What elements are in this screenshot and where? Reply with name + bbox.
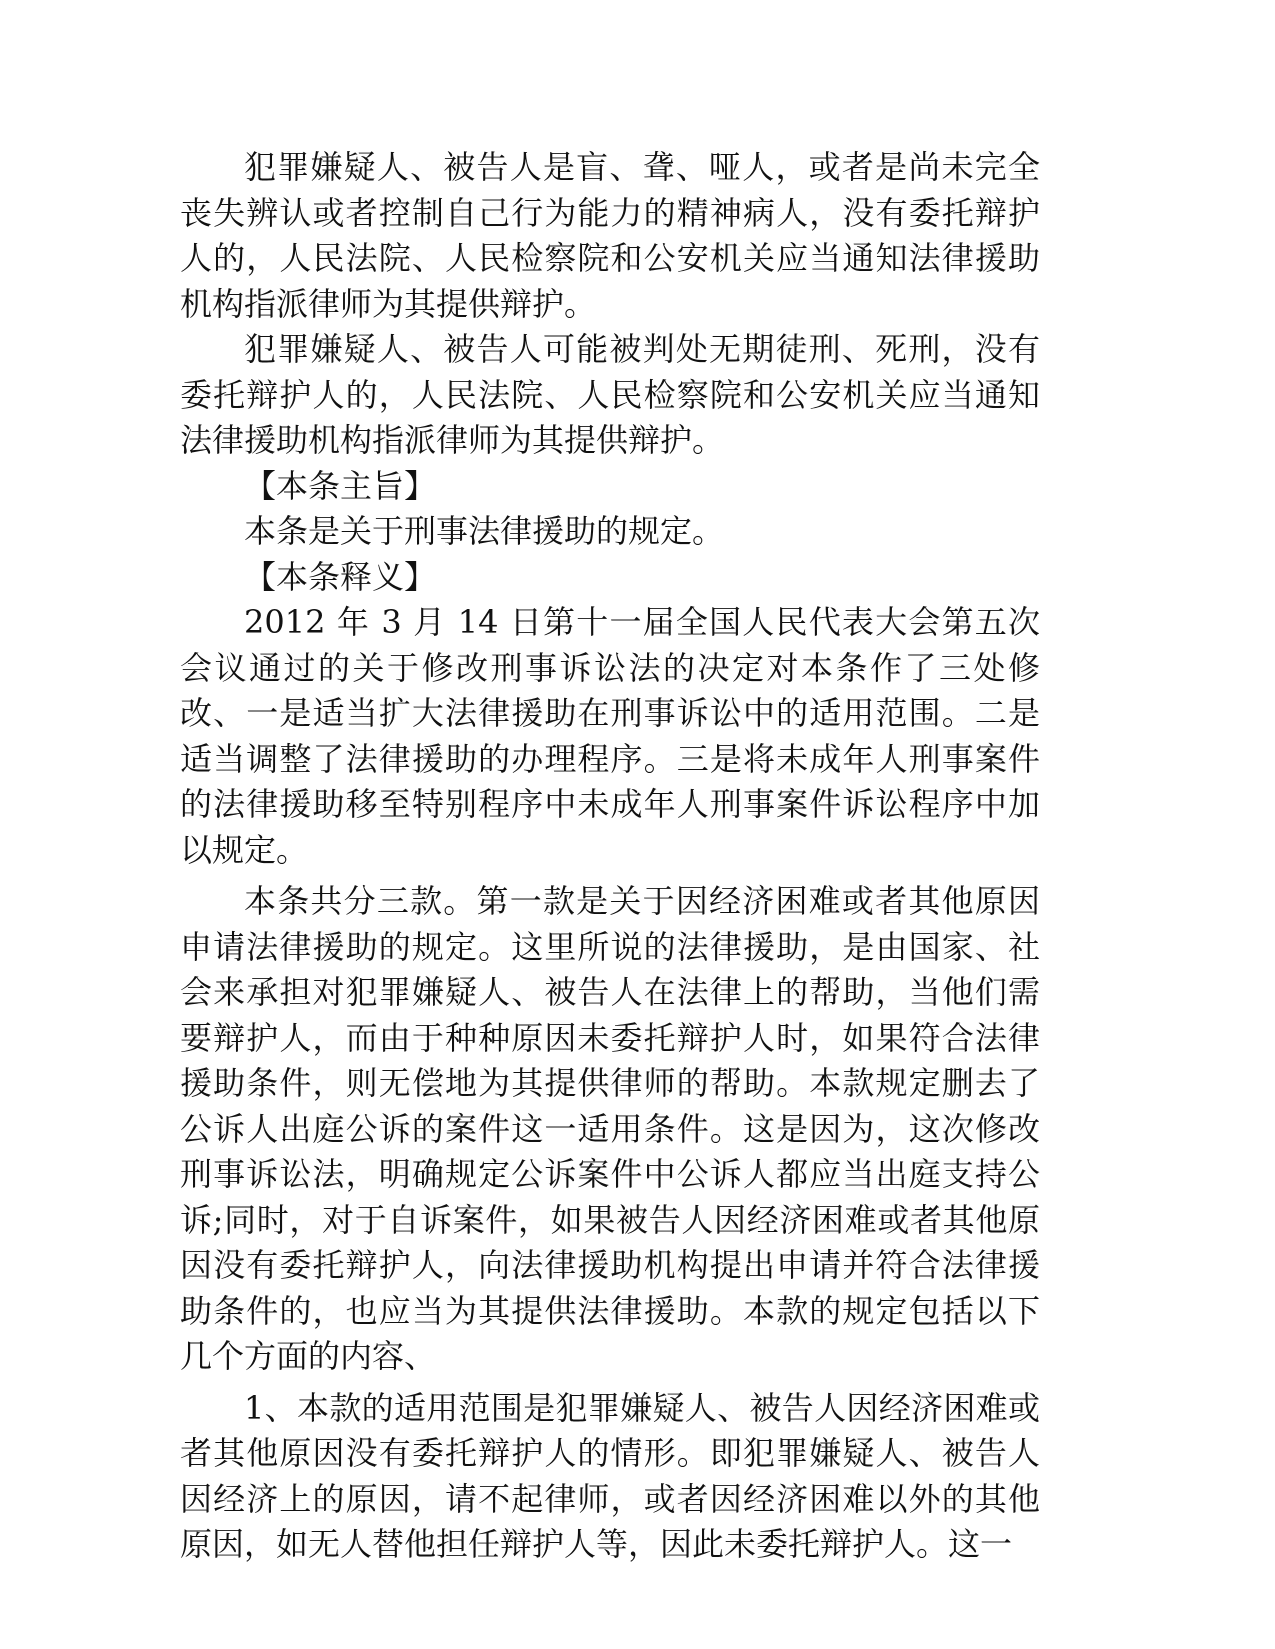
paragraph-three-clauses: 本条共分三款。第一款是关于因经济困难或者其他原因申请法律援助的规定。这里所说的法律援助，是由国家、社会来承担对犯罪嫌疑人、被告人在法律上的帮助，当他们需要辩护人，而由于种种原因未委托辩护人时，如果符合法律援助条件，则无偿地为其提供律师的帮助。本款规定删去了公诉人出庭公诉的案件这一适用条件。这是因为，这次修改刑事诉讼法，明确规定公诉案件中公诉人都应当出庭支持公诉;同时，对于自诉案件，如果被告人因经济困难或者其他原因没有委托辩护人，向法律援助机构提出申请并符合法律援助条件的，也应当为其提供法律援助。本款的规定包括以下几个方面的内容、 bbox=[180, 882, 1040, 1375]
heading-article-purpose: 【本条主旨】 bbox=[244, 466, 437, 505]
paragraph-article-purpose: 本条是关于刑事法律援助的规定。 bbox=[244, 512, 725, 550]
paragraph-blind-deaf-mute: 犯罪嫌疑人、被告人是盲、聋、哑人，或者是尚未完全丧失辨认或者控制自己行为能力的精神病人，没有委托辩护人的，人民法院、人民检察院和公安机关应当通知法律援助机构指派律师为其提供辩护。 bbox=[180, 148, 1040, 323]
heading-article-interpretation: 【本条释义】 bbox=[244, 557, 437, 596]
paragraph-scope-item-1: 1、本款的适用范围是犯罪嫌疑人、被告人因经济困难或者其他原因没有委托辩护人的情形。即犯罪嫌疑人、被告人因经济上的原因，请不起律师，或者因经济困难以外的其他原因，如无人替他担任辩护人等，因此未委托辩护人。这一 bbox=[180, 1388, 1040, 1563]
document-page bbox=[180, 145, 1040, 1568]
paragraph-life-death-sentence: 犯罪嫌疑人、被告人可能被判处无期徒刑、死刑，没有委托辩护人的，人民法院、人民检察院和公安机关应当通知法律援助机构指派律师为其提供辩护。 bbox=[180, 330, 1040, 459]
paragraph-2012-amendment: 2012 年 3 月 14 日第十一届全国人民代表大会第五次会议通过的关于修改刑事诉讼法的决定对本条作了三处修改、一是适当扩大法律援助在刑事诉讼中的适用范围。二是适当调整了法律援助的办理程序。三是将未成年人刑事案件的法律援助移至特别程序中未成年人刑事案件诉讼程序中加以规定。 bbox=[180, 603, 1040, 869]
